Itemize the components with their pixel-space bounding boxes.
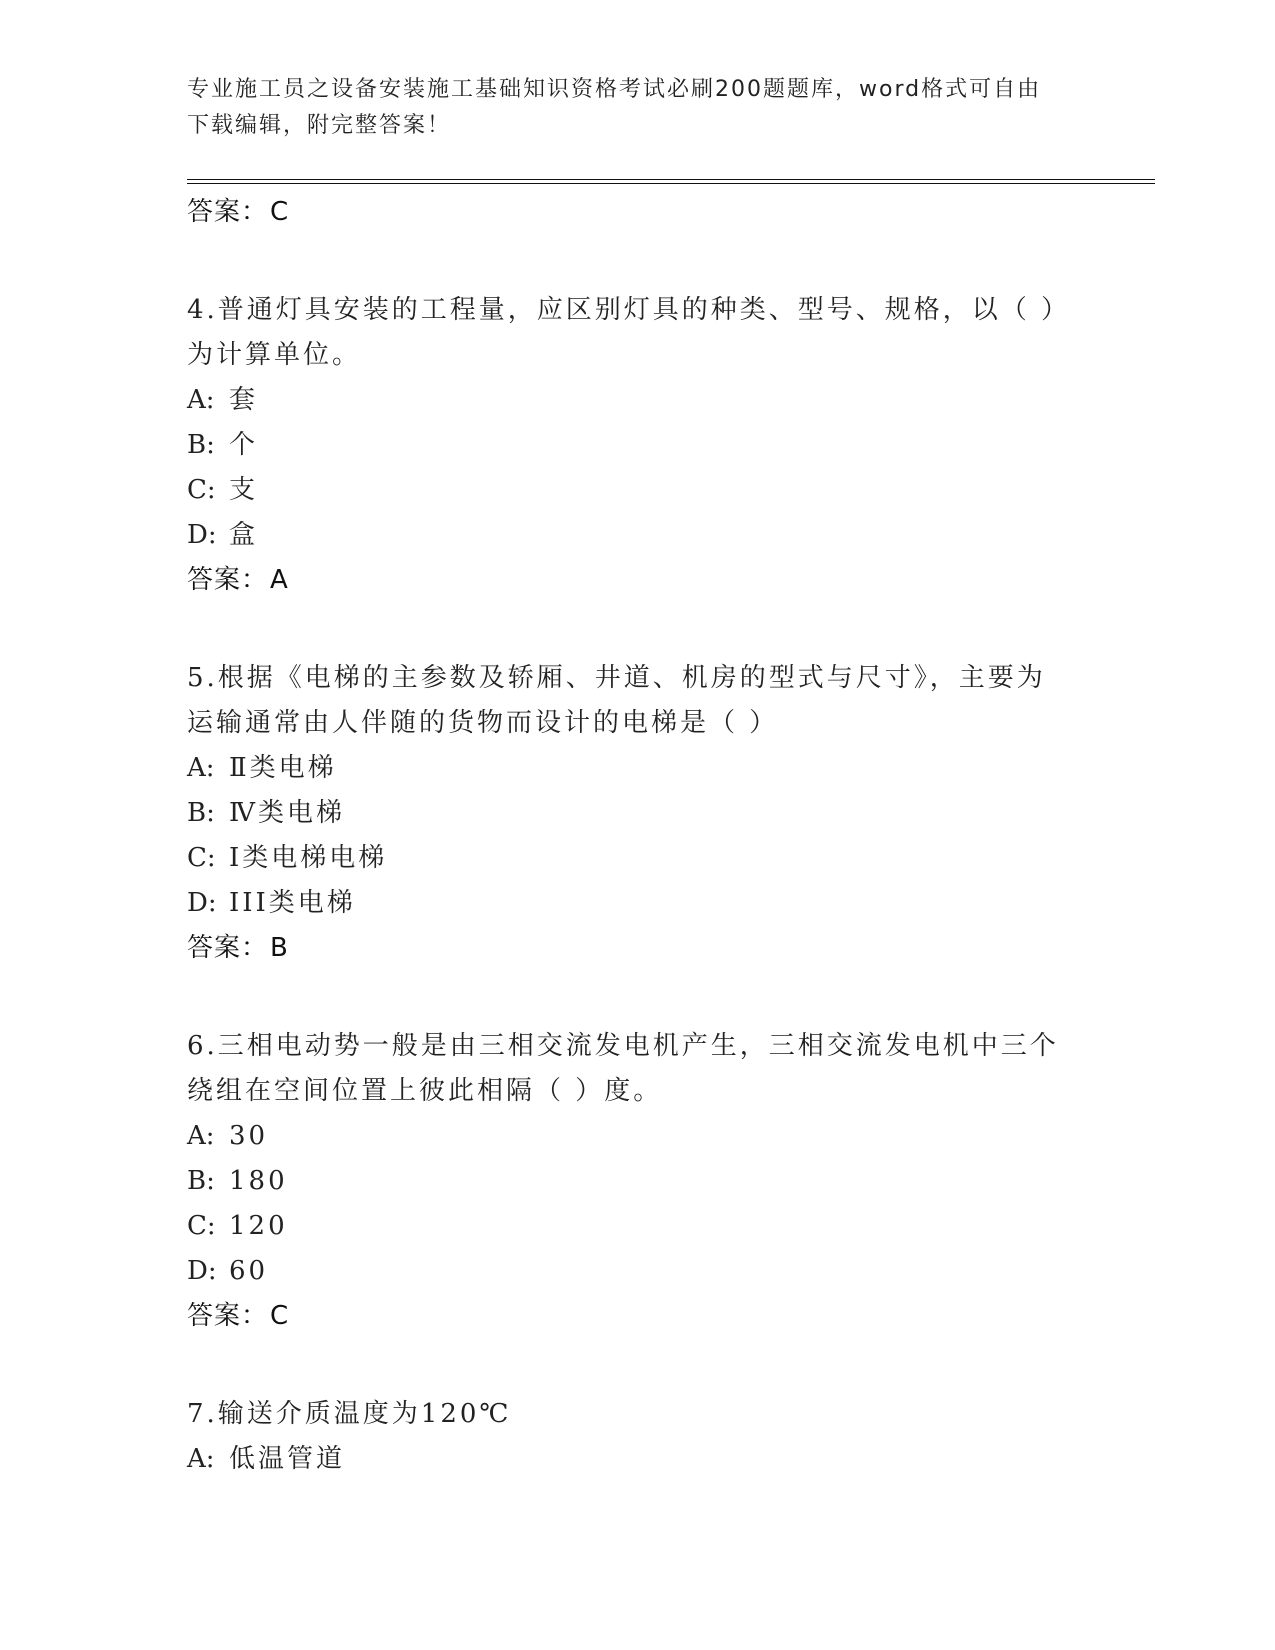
option-b [187,1159,1087,1204]
question-text-line: 运输通常由人伴随的货物而设计的电梯是（ ） [187,708,779,738]
answer-label: 答案： [187,1301,269,1331]
question-text-line: 7.输送介质温度为120℃ [187,1399,512,1429]
option-text: 盒 [229,520,259,550]
option-key: B: [187,430,215,460]
option-text: 套 [229,385,259,415]
page-header [187,72,1067,144]
answer-label: 答案： [187,933,269,963]
question-text-line: 5.根据《电梯的主参数及轿厢、井道、机房的型式与尺寸》，主要为 [187,663,1046,693]
option-key: A: [187,385,215,415]
answer-line [187,558,1087,602]
answer-line [187,926,1087,970]
option-key: D: [187,888,217,918]
question-text-line: 绕组在空间位置上彼此相隔（ ）度。 [187,1076,663,1106]
answer-label: 答案： [187,565,269,595]
option-b [187,791,1087,836]
option-key: C: [187,1211,216,1241]
option-key: A: [187,1444,215,1474]
question-5 [187,656,1087,970]
option-text: Ⅳ类电梯 [229,798,345,828]
option-text: 低温管道 [229,1444,346,1474]
option-text: Ⅰ类电梯电梯 [229,843,388,873]
option-a [187,1437,1087,1482]
option-a [187,1114,1087,1159]
answer-label: 答案： [187,197,269,227]
question-6 [187,1024,1087,1338]
question-list [187,190,1087,1482]
question-text-line: 为计算单位。 [187,340,362,370]
question-4 [187,288,1087,602]
option-key: A: [187,1121,215,1151]
option-d [187,513,1087,558]
option-text: 支 [229,475,259,505]
header-line-2: 下载编辑，附完整答案！ [187,113,452,138]
answer-line [187,1294,1087,1338]
question-text-line: 6.三相电动势一般是由三相交流发电机产生，三相交流发电机中三个 [187,1031,1059,1061]
question-text-line: 4.普通灯具安装的工程量，应区别灯具的种类、型号、规格，以（ ） [187,295,1071,325]
option-a [187,378,1087,423]
header-rule-bottom [187,183,1155,184]
option-key: B: [187,1166,215,1196]
option-b [187,423,1087,468]
option-text: III类电梯 [229,888,356,918]
option-text: 180 [229,1166,288,1196]
header-line-1: 专业施工员之设备安装施工基础知识资格考试必刷200题题库，word格式可自由 [187,77,1042,102]
option-key: C: [187,475,216,505]
option-key: A: [187,753,215,783]
answer-value: B [270,933,289,963]
answer-value: C [270,197,290,227]
option-key: D: [187,520,217,550]
option-text: 30 [229,1121,269,1151]
option-key: D: [187,1256,217,1286]
header-rule-top [187,179,1155,180]
answer-line [187,190,1087,234]
option-d [187,881,1087,926]
option-c [187,1204,1087,1249]
option-c [187,468,1087,513]
option-text: 个 [229,430,259,460]
question-7 [187,1392,1087,1482]
answer-value: C [270,1301,290,1331]
option-key: C: [187,843,216,873]
option-text: 120 [229,1211,288,1241]
answer-value: A [270,565,289,595]
option-c [187,836,1087,881]
option-d [187,1249,1087,1294]
option-a [187,746,1087,791]
option-key: B: [187,798,215,828]
option-text: Ⅱ类电梯 [229,753,337,783]
option-text: 60 [229,1256,269,1286]
